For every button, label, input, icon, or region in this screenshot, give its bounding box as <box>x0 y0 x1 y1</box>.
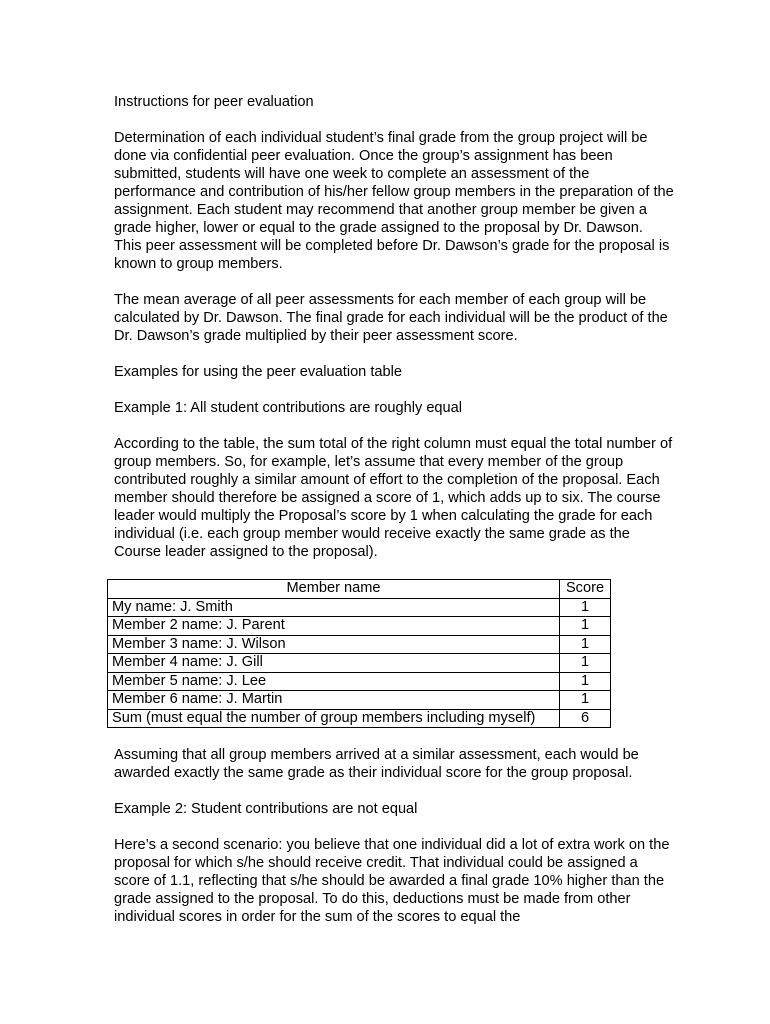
intro-paragraph-1: Determination of each individual student’s final grade from the group project will be done via confidential peer evaluation. Once the group’s assignment has been submitted, students will have one week to complete an assessment of the performance and contribution of his/her fellow group members in the preparation of the assignment. Each student may recommend that another group member be given a grade higher, lower or equal to the grade assigned to the proposal by Dr. Dawson. This peer assessment will be completed before Dr. Dawson’s grade for the proposal is known to group members. <box>114 130 674 272</box>
score-cell: 1 <box>560 635 611 654</box>
after-table-paragraph: Assuming that all group members arrived at a similar assessment, each would be awarded exactly the same grade as their individual score for the group proposal. <box>114 747 639 781</box>
table-row <box>108 598 611 617</box>
member-name-cell: Member 4 name: J. Gill <box>108 654 560 673</box>
table-row <box>108 617 611 636</box>
document-title: Instructions for peer evaluation <box>114 94 314 110</box>
table-header-row <box>108 580 611 599</box>
score-cell: 1 <box>560 672 611 691</box>
score-cell: 1 <box>560 598 611 617</box>
table-sum-row <box>108 709 611 728</box>
intro-paragraph-2: The mean average of all peer assessments for each member of each group will be calculated by Dr. Dawson. The final grade for each individual will be the product of the Dr. Dawson’s grade multiplied by their peer assessment score. <box>114 292 668 344</box>
score-cell: 1 <box>560 691 611 710</box>
column-header-score: Score <box>560 580 611 599</box>
sum-score-cell: 6 <box>560 709 611 728</box>
peer-evaluation-table <box>107 579 611 728</box>
table-row <box>108 672 611 691</box>
table-row <box>108 635 611 654</box>
example2-paragraph: Here’s a second scenario: you believe that one individual did a lot of extra work on the proposal for which s/he should receive credit. That individual could be assigned a score of 1.1, reflecting that s/he should be awarded a final grade 10% higher than the grade assigned to the proposal. To do this, deductions must be made from other individual scores in order for the sum of the scores to equal the <box>114 837 670 925</box>
member-name-cell: Member 3 name: J. Wilson <box>108 635 560 654</box>
document-page <box>114 93 674 944</box>
example2-heading: Example 2: Student contributions are not equal <box>114 801 418 817</box>
table-row <box>108 691 611 710</box>
member-name-cell: Member 2 name: J. Parent <box>108 617 560 636</box>
examples-heading: Examples for using the peer evaluation table <box>114 364 402 380</box>
table-row <box>108 654 611 673</box>
example1-paragraph: According to the table, the sum total of the right column must equal the total number of group members. So, for example, let’s assume that every member of the group contributed roughly a similar amount of effort to the completion of the proposal. Each member should therefore be assigned a score of 1, which adds up to six. The course leader would multiply the Proposal’s score by 1 when calculating the grade for each individual (i.e. each group member would receive exactly the same grade as the Course leader assigned to the proposal). <box>114 436 673 560</box>
sum-label-cell: Sum (must equal the number of group members including myself) <box>108 709 560 728</box>
member-name-cell: Member 5 name: J. Lee <box>108 672 560 691</box>
score-cell: 1 <box>560 654 611 673</box>
member-name-cell: My name: J. Smith <box>108 598 560 617</box>
member-name-cell: Member 6 name: J. Martin <box>108 691 560 710</box>
example1-heading: Example 1: All student contributions are roughly equal <box>114 400 463 416</box>
score-cell: 1 <box>560 617 611 636</box>
column-header-member-name: Member name <box>108 580 560 599</box>
